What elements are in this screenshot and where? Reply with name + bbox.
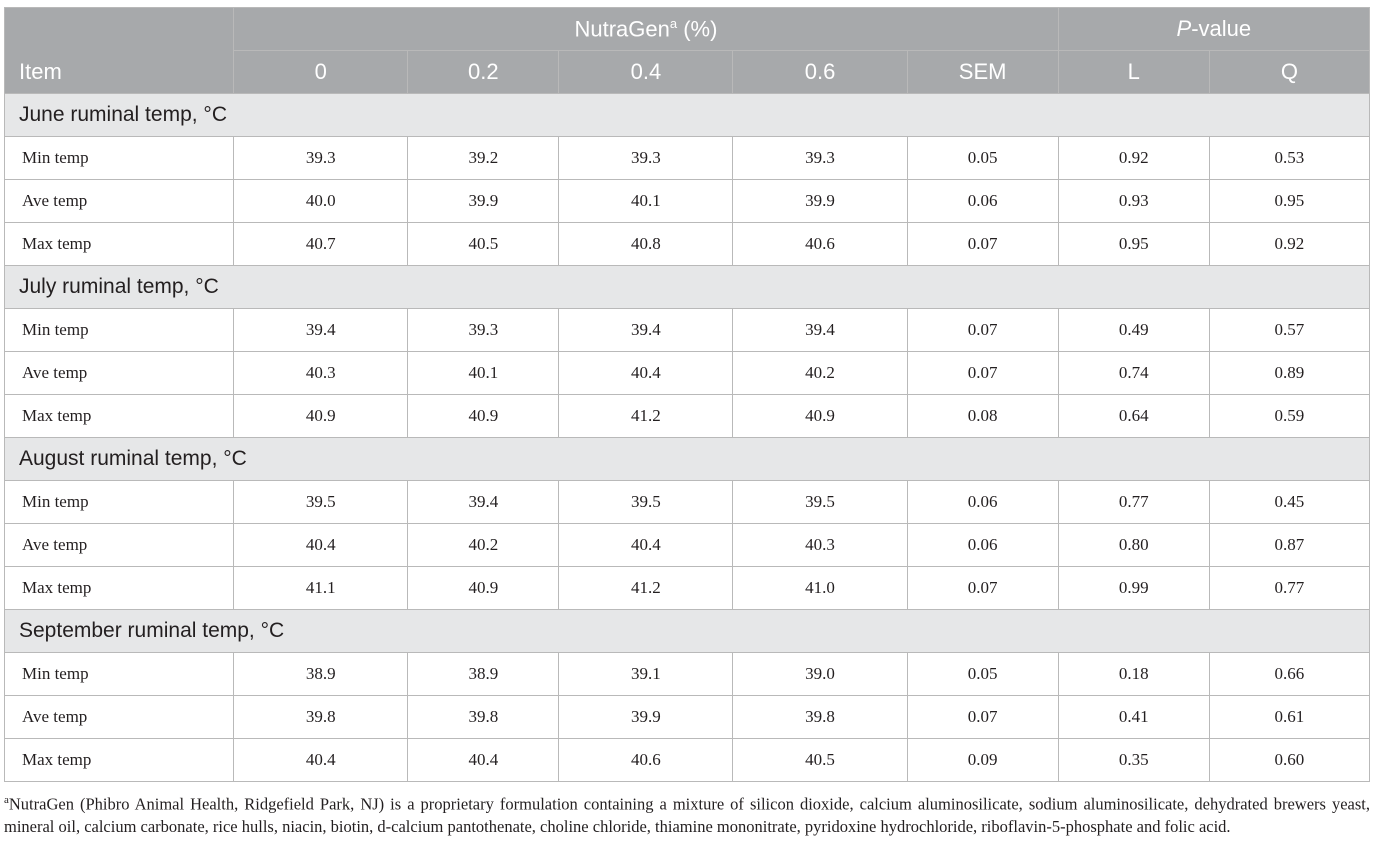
table-header — [5, 8, 1370, 94]
nutragen-footnote-marker: a — [669, 15, 678, 31]
table-row — [5, 567, 1370, 610]
table-cell: 0.77 — [1209, 567, 1369, 610]
table-cell: 0.80 — [1058, 524, 1209, 567]
table-cell: 41.2 — [559, 395, 733, 438]
column-header: Q — [1209, 51, 1369, 94]
table-cell: 0.92 — [1058, 137, 1209, 180]
table-footnote — [4, 789, 1370, 838]
table-cell: 40.5 — [408, 223, 559, 266]
nutragen-group-header — [234, 8, 1059, 51]
row-label: Ave temp — [5, 352, 234, 395]
table-cell: 39.1 — [559, 653, 733, 696]
footnote-marker: a — [4, 794, 9, 806]
data-table-container — [4, 7, 1370, 782]
section-row — [5, 438, 1370, 481]
table-cell: 39.8 — [408, 696, 559, 739]
table-cell: 39.9 — [408, 180, 559, 223]
table-cell: 40.9 — [234, 395, 408, 438]
table-cell: 0.60 — [1209, 739, 1369, 782]
table-cell: 40.4 — [559, 352, 733, 395]
table-cell: 0.95 — [1209, 180, 1369, 223]
table-cell: 40.8 — [559, 223, 733, 266]
row-label: Ave temp — [5, 180, 234, 223]
column-header: 0.6 — [733, 51, 907, 94]
table-cell: 0.07 — [907, 223, 1058, 266]
table-cell: 39.4 — [559, 309, 733, 352]
section-title: August ruminal temp, °C — [5, 438, 1370, 481]
table-row — [5, 481, 1370, 524]
table-cell: 40.6 — [559, 739, 733, 782]
table-cell: 39.3 — [559, 137, 733, 180]
table-cell: 0.92 — [1209, 223, 1369, 266]
row-label: Min temp — [5, 309, 234, 352]
table-row — [5, 180, 1370, 223]
table-cell: 40.9 — [733, 395, 907, 438]
table-cell: 0.35 — [1058, 739, 1209, 782]
section-title: September ruminal temp, °C — [5, 610, 1370, 653]
table-cell: 39.5 — [559, 481, 733, 524]
table-cell: 0.45 — [1209, 481, 1369, 524]
table-cell: 41.0 — [733, 567, 907, 610]
table-cell: 40.4 — [559, 524, 733, 567]
table-cell: 40.0 — [234, 180, 408, 223]
table-cell: 0.18 — [1058, 653, 1209, 696]
table-cell: 41.1 — [234, 567, 408, 610]
table-cell: 0.95 — [1058, 223, 1209, 266]
pvalue-group-header — [1058, 8, 1369, 51]
section-row — [5, 94, 1370, 137]
table-row — [5, 696, 1370, 739]
table-cell: 0.99 — [1058, 567, 1209, 610]
table-cell: 39.5 — [733, 481, 907, 524]
row-label: Ave temp — [5, 524, 234, 567]
table-cell: 0.41 — [1058, 696, 1209, 739]
table-cell: 0.06 — [907, 524, 1058, 567]
table-cell: 40.4 — [408, 739, 559, 782]
table-cell: 0.66 — [1209, 653, 1369, 696]
column-header: L — [1058, 51, 1209, 94]
pvalue-label: -value — [1191, 16, 1252, 41]
table-cell: 0.49 — [1058, 309, 1209, 352]
table-row — [5, 223, 1370, 266]
table-cell: 0.05 — [907, 137, 1058, 180]
nutragen-unit: (%) — [677, 16, 718, 42]
table-cell: 0.87 — [1209, 524, 1369, 567]
table-cell: 41.2 — [559, 567, 733, 610]
table-cell: 40.1 — [559, 180, 733, 223]
table-cell: 0.59 — [1209, 395, 1369, 438]
table-cell: 40.2 — [408, 524, 559, 567]
table-cell: 39.9 — [733, 180, 907, 223]
table-cell: 39.3 — [733, 137, 907, 180]
item-column-header — [5, 8, 234, 94]
table-cell: 39.8 — [234, 696, 408, 739]
section-row — [5, 610, 1370, 653]
footnote-text: NutraGen (Phibro Animal Health, Ridgefield Park, NJ) is a proprietary formulation containing a mixture of silicon dioxide, calcium aluminosilicate, sodium aluminosilicate, dehydrated brewers yeast, mineral oil, calcium carbonate, rice hulls, niacin, biotin, d-calcium pantothenate, choline chloride, thiamine mononitrate, pyridoxine hydrochloride, riboflavin-5-phosphate and folic acid. — [4, 794, 1370, 836]
section-title: July ruminal temp, °C — [5, 266, 1370, 309]
table-cell: 40.5 — [733, 739, 907, 782]
table-cell: 0.61 — [1209, 696, 1369, 739]
table-row — [5, 137, 1370, 180]
table-row — [5, 352, 1370, 395]
table-cell: 0.05 — [907, 653, 1058, 696]
table-cell: 40.3 — [733, 524, 907, 567]
row-label: Min temp — [5, 137, 234, 180]
table-cell: 0.64 — [1058, 395, 1209, 438]
row-label: Min temp — [5, 653, 234, 696]
table-cell: 0.09 — [907, 739, 1058, 782]
table-cell: 40.1 — [408, 352, 559, 395]
table-row — [5, 653, 1370, 696]
row-label: Max temp — [5, 395, 234, 438]
table-cell: 39.9 — [559, 696, 733, 739]
table-cell: 39.8 — [733, 696, 907, 739]
row-label: Ave temp — [5, 696, 234, 739]
table-cell: 40.2 — [733, 352, 907, 395]
item-header-label: Item — [19, 59, 62, 84]
table-cell: 0.89 — [1209, 352, 1369, 395]
table-cell: 40.7 — [234, 223, 408, 266]
table-cell: 0.53 — [1209, 137, 1369, 180]
pvalue-italic-p: P — [1176, 16, 1192, 41]
table-cell: 0.08 — [907, 395, 1058, 438]
table-cell: 0.07 — [907, 696, 1058, 739]
table-cell: 0.93 — [1058, 180, 1209, 223]
table-row — [5, 524, 1370, 567]
table-cell: 39.2 — [408, 137, 559, 180]
section-title: June ruminal temp, °C — [5, 94, 1370, 137]
row-label: Min temp — [5, 481, 234, 524]
table-cell: 39.3 — [408, 309, 559, 352]
table-cell: 40.6 — [733, 223, 907, 266]
table-cell: 39.5 — [234, 481, 408, 524]
table-cell: 0.07 — [907, 352, 1058, 395]
row-label: Max temp — [5, 567, 234, 610]
table-cell: 39.0 — [733, 653, 907, 696]
table-cell: 39.4 — [234, 309, 408, 352]
table-cell: 40.4 — [234, 739, 408, 782]
column-header: 0.2 — [408, 51, 559, 94]
table-body — [5, 94, 1370, 782]
table-cell: 0.77 — [1058, 481, 1209, 524]
table-cell: 39.4 — [408, 481, 559, 524]
ruminal-temperature-table — [4, 7, 1370, 782]
table-cell: 40.4 — [234, 524, 408, 567]
header-group-row — [5, 8, 1370, 51]
table-row — [5, 739, 1370, 782]
nutragen-label: NutraGen — [574, 16, 670, 42]
table-cell: 38.9 — [234, 653, 408, 696]
table-cell: 0.57 — [1209, 309, 1369, 352]
table-cell: 39.4 — [733, 309, 907, 352]
table-cell: 39.3 — [234, 137, 408, 180]
table-cell: 38.9 — [408, 653, 559, 696]
table-cell: 0.07 — [907, 309, 1058, 352]
table-row — [5, 395, 1370, 438]
row-label: Max temp — [5, 739, 234, 782]
table-row — [5, 309, 1370, 352]
table-cell: 0.06 — [907, 481, 1058, 524]
table-cell: 0.74 — [1058, 352, 1209, 395]
row-label: Max temp — [5, 223, 234, 266]
table-cell: 0.06 — [907, 180, 1058, 223]
column-header: 0.4 — [559, 51, 733, 94]
table-cell: 40.3 — [234, 352, 408, 395]
table-cell: 0.07 — [907, 567, 1058, 610]
table-cell: 40.9 — [408, 567, 559, 610]
section-row — [5, 266, 1370, 309]
column-header: 0 — [234, 51, 408, 94]
table-cell: 40.9 — [408, 395, 559, 438]
column-header: SEM — [907, 51, 1058, 94]
